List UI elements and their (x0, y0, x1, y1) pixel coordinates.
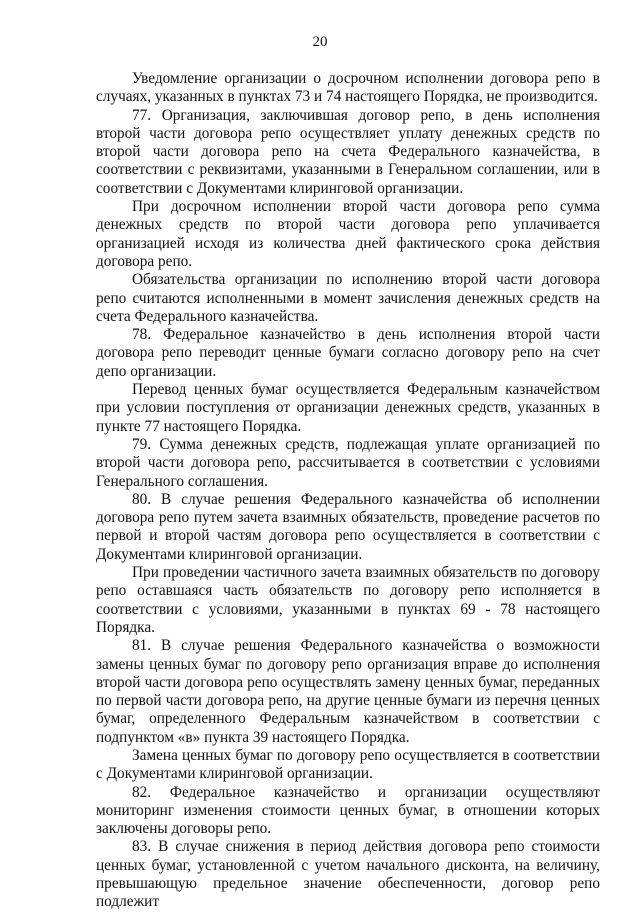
paragraph-80-partial-netting: При проведении частичного зачета взаимных обязательств по договору репо оставшаяся часть обязательств по договору репо исполняется в соответствии с условиями, указанными в пунктах 69 - 78 настоящего Порядка. (96, 564, 600, 636)
document-body (96, 70, 600, 912)
paragraph-77-early-execution: При досрочном исполнении второй части договора репо сумма денежных средств по второй части договора репо уплачивается организацией исходя из количества дней фактического срока действия договора репо. (96, 198, 600, 270)
paragraph-79: 79. Сумма денежных средств, подлежащая уплате организацией по второй части договора репо, рассчитывается в соответствии с условиями Генерального соглашения. (96, 435, 600, 490)
page-number: 20 (312, 34, 328, 50)
paragraph-81: 81. В случае решения Федерального казначейства о возможности замены ценных бумаг по договору репо организация вправе до исполнения второй части договора репо осуществлять замену ценных бумаг, переданных по первой части договора репо, на другие ценные бумаги из перечня ценных бумаг, определенного Федеральным казначейством в соответствии с подпунктом «в» пункта 39 настоящего Порядка. (96, 637, 600, 746)
paragraph-78: 78. Федеральное казначейство в день исполнения второй части договора репо переводит ценные бумаги согласно договору репо на счет депо организации. (96, 326, 600, 380)
paragraph-80: 80. В случае решения Федерального казначейства об исполнении договора репо путем зачета взаимных обязательств, проведение расчетов по первой и второй частям договора репо осуществляется в соответствии с Документами клиринговой организации. (96, 490, 600, 563)
paragraph-82: 82. Федеральное казначейство и организации осуществляют мониторинг изменения стоимости ценных бумаг, в отношении которых заключены договоры репо. (96, 783, 600, 838)
paragraph-78-transfer: Перевод ценных бумаг осуществляется Федеральным казначейством при условии поступления от организации денежных средств, указанных в пункте 77 настоящего Порядка. (96, 381, 600, 435)
paragraph-77-obligations: Обязательства организации по исполнению второй части договора репо считаются исполненными в момент зачисления денежных средств на счета Федерального казначейства. (96, 271, 600, 325)
paragraph-83: 83. В случае снижения в период действия договора репо стоимости ценных бумаг, установленной с учетом начального дисконта, на величину, превышающую предельное значение обеспеченности, договор репо подлежит (96, 838, 600, 911)
paragraph-77: 77. Организация, заключившая договор репо, в день исполнения второй части договора репо осуществляет уплату денежных средств по второй части договора репо на счета Федерального казначейства, в соответствии с реквизитами, указанными в Генеральном соглашении, или в соответствии с Документами клиринговой организации. (96, 106, 600, 197)
paragraph-81-replacement: Замена ценных бумаг по договору репо осуществляется в соответствии с Документами клиринговой организации. (96, 746, 600, 783)
paragraph-repo-early-notice: Уведомление организации о досрочном исполнении договора репо в случаях, указанных в пунктах 73 и 74 настоящего Порядка, не производится. (96, 70, 600, 106)
